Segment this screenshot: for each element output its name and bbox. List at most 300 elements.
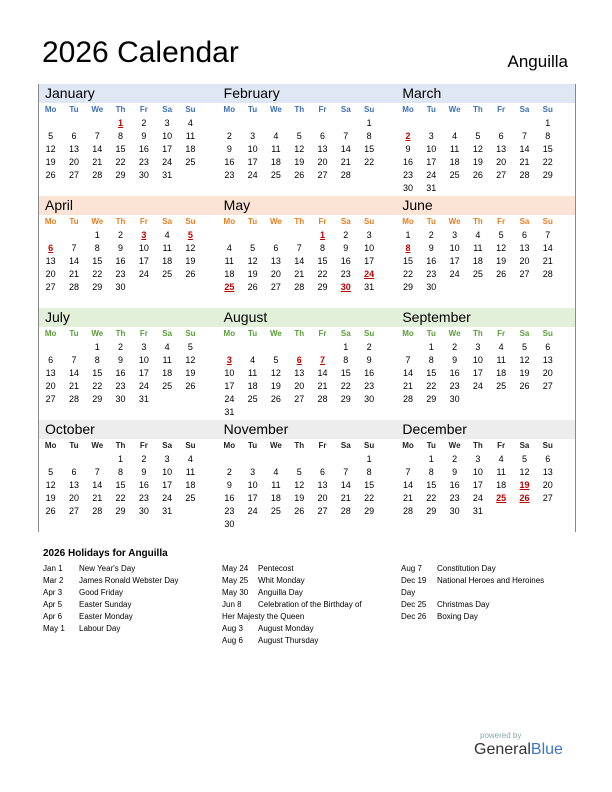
day-cell: 16	[340, 256, 351, 266]
calendar-grid	[38, 84, 576, 532]
weekday-label: Th	[115, 329, 126, 338]
day-cell: 27	[45, 394, 56, 404]
holiday-entry	[401, 563, 544, 575]
day-cell: 14	[402, 480, 413, 490]
day-cell	[218, 341, 241, 354]
week-row	[396, 367, 575, 380]
day-cell: 15	[92, 368, 103, 378]
day-cell: 5	[498, 230, 504, 240]
day-cell: 28	[317, 394, 328, 404]
day-cell	[466, 281, 489, 294]
day-cell: 20	[317, 493, 328, 503]
day-cell: 18	[247, 381, 258, 391]
day-cell: 17	[247, 493, 258, 503]
day-cell: 1	[428, 454, 434, 464]
day-cell: 2	[343, 230, 349, 240]
holiday-entry	[43, 611, 178, 623]
weekday-label: Th	[472, 441, 483, 450]
week-row	[39, 453, 218, 466]
day-cell: 30	[138, 506, 149, 516]
day-cell: 27	[270, 282, 281, 292]
day-cell: 8	[545, 131, 551, 141]
day-cell: 1	[366, 118, 372, 128]
day-cell: 30	[138, 170, 149, 180]
weekday-label: Th	[472, 329, 483, 338]
day-cell	[86, 117, 109, 130]
weekday-label: Su	[363, 217, 375, 226]
day-cell: 20	[542, 480, 553, 490]
day-cell: 18	[162, 256, 173, 266]
day-cell	[420, 117, 443, 130]
holiday-day: 6	[296, 355, 302, 365]
week-row	[39, 169, 218, 182]
weekday-label: Mo	[44, 217, 57, 226]
day-cell: 5	[475, 131, 481, 141]
day-cell	[62, 117, 85, 130]
day-cell: 26	[45, 506, 56, 516]
day-cell: 23	[402, 170, 413, 180]
day-cell: 12	[294, 144, 305, 154]
day-cell: 29	[317, 282, 328, 292]
day-cell: 17	[247, 157, 258, 167]
day-cell: 6	[545, 454, 551, 464]
day-cell: 29	[340, 394, 351, 404]
day-cell	[155, 393, 178, 406]
day-cell: 3	[250, 467, 256, 477]
day-cell	[396, 453, 419, 466]
day-cell: 8	[428, 467, 434, 477]
weekday-label: Tu	[69, 329, 79, 338]
day-cell	[241, 341, 264, 354]
day-cell: 6	[320, 131, 326, 141]
weekday-label: We	[91, 329, 104, 338]
day-cell: 9	[405, 144, 411, 154]
day-cell: 6	[320, 467, 326, 477]
day-cell: 15	[115, 480, 126, 490]
holiday-day: 5	[187, 230, 193, 240]
week-row	[39, 492, 218, 505]
week-row	[218, 169, 397, 182]
day-cell	[288, 229, 311, 242]
day-cell	[264, 453, 287, 466]
day-cell: 7	[545, 230, 551, 240]
day-cell: 7	[343, 131, 349, 141]
day-cell: 10	[138, 355, 149, 365]
week-row	[396, 354, 575, 367]
weekday-label: Mo	[44, 329, 57, 338]
day-cell	[218, 229, 241, 242]
day-cell: 21	[92, 493, 103, 503]
day-cell: 24	[449, 269, 460, 279]
day-cell	[513, 393, 536, 406]
day-cell: 24	[224, 394, 235, 404]
day-cell: 25	[247, 394, 258, 404]
holiday-day: 3	[226, 355, 232, 365]
weekday-label: Th	[294, 329, 305, 338]
day-cell: 28	[402, 506, 413, 516]
day-cell: 5	[187, 342, 193, 352]
weekday-label: Su	[363, 105, 375, 114]
day-cell: 9	[452, 355, 458, 365]
day-cell: 7	[343, 467, 349, 477]
holiday-date: Apr 6	[43, 612, 63, 621]
holiday-entry	[222, 599, 362, 611]
week-row	[218, 518, 397, 531]
weekday-header	[218, 327, 397, 341]
day-cell: 31	[472, 506, 483, 516]
day-cell: 31	[162, 170, 173, 180]
day-cell	[536, 505, 559, 518]
day-cell: 12	[45, 144, 56, 154]
week-row	[39, 255, 218, 268]
day-cell	[513, 281, 536, 294]
week-row	[396, 393, 575, 406]
day-cell: 29	[426, 506, 437, 516]
day-cell: 6	[71, 467, 77, 477]
day-cell: 4	[498, 342, 504, 352]
day-cell: 29	[115, 506, 126, 516]
day-cell	[334, 518, 357, 531]
day-cell	[132, 281, 155, 294]
day-cell: 18	[270, 157, 281, 167]
day-cell: 15	[115, 144, 126, 154]
holiday-day: 25	[224, 282, 235, 292]
weekday-label: Fr	[497, 329, 506, 338]
day-cell: 26	[270, 394, 281, 404]
day-cell: 11	[496, 355, 506, 365]
weekday-label: Sa	[340, 105, 351, 114]
weekday-label: Su	[185, 329, 196, 338]
day-cell: 31	[162, 506, 173, 516]
holiday-date: Dec 19	[401, 576, 427, 585]
month-row	[38, 196, 576, 308]
day-cell: 1	[94, 230, 100, 240]
day-cell: 16	[138, 480, 149, 490]
day-cell: 1	[366, 454, 372, 464]
day-cell: 4	[187, 118, 193, 128]
day-cell: 11	[162, 243, 172, 253]
day-cell: 12	[294, 480, 305, 490]
month-name: June	[396, 196, 575, 215]
day-cell: 25	[270, 506, 281, 516]
country-name: Anguilla	[507, 52, 568, 71]
day-cell: 13	[45, 368, 56, 378]
holiday-date: Aug 7	[401, 564, 422, 573]
day-cell: 10	[364, 243, 375, 253]
day-cell: 14	[92, 480, 103, 490]
day-cell: 27	[542, 381, 553, 391]
day-cell: 28	[340, 506, 351, 516]
day-cell: 30	[426, 282, 437, 292]
day-cell: 18	[472, 256, 483, 266]
weekday-header	[218, 215, 397, 229]
day-cell: 12	[247, 256, 258, 266]
weekday-label: Sa	[162, 329, 173, 338]
week-row	[39, 143, 218, 156]
day-cell: 14	[542, 243, 553, 253]
holiday-day: 6	[48, 243, 54, 253]
day-cell	[179, 281, 202, 294]
day-cell: 3	[475, 342, 481, 352]
day-cell: 9	[118, 355, 124, 365]
holiday-name: Boxing Day	[437, 612, 478, 621]
day-cell: 3	[475, 454, 481, 464]
day-cell	[536, 281, 559, 294]
day-cell: 11	[271, 144, 281, 154]
day-cell: 10	[449, 243, 460, 253]
day-cell: 14	[294, 256, 305, 266]
month-name: March	[396, 84, 575, 103]
week-row	[396, 242, 575, 255]
day-cell: 9	[141, 131, 147, 141]
weekday-label: Tu	[248, 329, 258, 338]
week-row	[218, 268, 397, 281]
day-cell: 30	[449, 394, 460, 404]
day-cell: 14	[92, 144, 103, 154]
week-row	[39, 242, 218, 255]
day-cell: 9	[428, 243, 434, 253]
weekday-header	[396, 215, 575, 229]
day-cell: 13	[317, 480, 328, 490]
day-cell: 24	[472, 381, 483, 391]
day-cell: 4	[273, 131, 279, 141]
day-cell: 1	[405, 230, 411, 240]
day-cell: 19	[472, 157, 483, 167]
holiday-name: Christmas Day	[437, 600, 490, 609]
day-cell	[179, 393, 202, 406]
month-block	[39, 420, 218, 532]
weekday-label: We	[448, 329, 461, 338]
day-cell: 30	[402, 183, 413, 193]
holiday-name: Labour Day	[79, 624, 121, 633]
day-cell: 17	[472, 368, 483, 378]
weekday-label: Fr	[318, 441, 327, 450]
weekday-label: Th	[115, 217, 126, 226]
day-cell	[241, 406, 264, 419]
weekday-header	[396, 439, 575, 453]
weekday-header	[39, 327, 218, 341]
weekday-label: Th	[472, 217, 483, 226]
day-cell: 3	[164, 118, 170, 128]
month-row	[38, 420, 576, 532]
week-row	[396, 479, 575, 492]
day-cell: 17	[162, 144, 173, 154]
week-row	[218, 479, 397, 492]
day-cell: 25	[162, 269, 173, 279]
holiday-name: James Ronald Webster Day	[79, 576, 179, 585]
week-row	[218, 143, 397, 156]
day-cell: 17	[138, 256, 149, 266]
holiday-day: 26	[519, 493, 530, 503]
holiday-day: 1	[320, 230, 326, 240]
day-cell: 1	[118, 454, 124, 464]
day-cell: 10	[472, 467, 483, 477]
day-cell: 18	[449, 157, 460, 167]
day-cell: 15	[402, 256, 413, 266]
day-cell: 10	[162, 467, 173, 477]
month-name: April	[39, 196, 218, 215]
day-cell: 6	[273, 243, 279, 253]
day-cell: 4	[273, 467, 279, 477]
month-block	[218, 420, 397, 532]
week-row	[39, 367, 218, 380]
day-cell: 14	[68, 368, 79, 378]
week-row	[396, 182, 575, 195]
weekday-label: Th	[115, 105, 126, 114]
weekday-label: Tu	[426, 105, 436, 114]
holiday-day: 30	[340, 282, 351, 292]
day-cell: 23	[224, 170, 235, 180]
powered-by: powered by	[480, 731, 522, 740]
day-cell	[62, 341, 85, 354]
day-cell: 16	[449, 368, 460, 378]
day-cell: 17	[224, 381, 235, 391]
holiday-date: May 25	[222, 576, 249, 585]
day-cell: 14	[340, 480, 351, 490]
day-cell: 2	[226, 131, 232, 141]
day-cell: 15	[542, 144, 553, 154]
month-name: October	[39, 420, 218, 439]
day-cell: 30	[115, 394, 126, 404]
holiday-day: 7	[320, 355, 326, 365]
week-row	[218, 156, 397, 169]
day-cell: 2	[452, 342, 458, 352]
weekday-label: Su	[185, 217, 196, 226]
day-cell: 19	[247, 269, 258, 279]
day-cell: 26	[247, 282, 258, 292]
day-cell: 31	[224, 407, 235, 417]
day-cell: 12	[496, 243, 507, 253]
day-cell: 9	[118, 243, 124, 253]
day-cell: 22	[426, 381, 437, 391]
week-row	[39, 130, 218, 143]
day-cell: 20	[542, 368, 553, 378]
day-cell: 23	[115, 381, 126, 391]
day-cell: 30	[449, 506, 460, 516]
day-cell: 19	[45, 493, 56, 503]
day-cell: 24	[426, 170, 437, 180]
day-cell: 3	[141, 342, 147, 352]
holiday-entry	[222, 611, 362, 623]
week-row	[396, 130, 575, 143]
month-name: February	[218, 84, 397, 103]
holiday-day: 3	[141, 230, 147, 240]
day-cell	[311, 117, 334, 130]
day-cell: 21	[294, 269, 305, 279]
holiday-column	[43, 563, 178, 635]
holiday-entry	[401, 611, 544, 623]
day-cell: 16	[426, 256, 437, 266]
day-cell: 28	[68, 394, 79, 404]
day-cell	[62, 453, 85, 466]
day-cell: 24	[138, 381, 149, 391]
holiday-name: Pentecost	[258, 564, 294, 573]
day-cell: 23	[449, 381, 460, 391]
day-cell	[264, 117, 287, 130]
day-cell: 4	[226, 243, 232, 253]
week-row	[396, 268, 575, 281]
day-cell	[155, 281, 178, 294]
day-cell: 9	[452, 467, 458, 477]
day-cell: 22	[426, 493, 437, 503]
day-cell	[264, 229, 287, 242]
day-cell	[288, 341, 311, 354]
week-row	[39, 505, 218, 518]
day-cell: 29	[426, 394, 437, 404]
day-cell: 26	[185, 269, 196, 279]
page-title: 2026 Calendar	[42, 36, 239, 69]
weekday-label: Tu	[248, 217, 258, 226]
week-row	[218, 242, 397, 255]
weekday-label: Mo	[402, 441, 414, 450]
day-cell: 19	[45, 157, 56, 167]
brand-part-general: General	[474, 741, 531, 758]
holiday-entry	[222, 563, 362, 575]
day-cell: 10	[247, 144, 258, 154]
day-cell: 2	[366, 342, 372, 352]
day-cell	[241, 518, 264, 531]
month-block	[39, 196, 218, 308]
day-cell: 6	[48, 355, 54, 365]
day-cell: 25	[472, 269, 483, 279]
day-cell: 11	[224, 256, 234, 266]
day-cell: 21	[317, 381, 328, 391]
month-name: September	[396, 308, 575, 327]
week-row	[39, 479, 218, 492]
week-row	[218, 406, 397, 419]
day-cell	[466, 182, 489, 195]
day-cell	[443, 182, 466, 195]
holiday-entry	[43, 623, 178, 635]
day-cell	[288, 518, 311, 531]
weekday-label: Mo	[223, 441, 236, 450]
holiday-column	[222, 563, 362, 647]
holiday-name: Day	[401, 588, 416, 597]
weekday-label: Fr	[318, 217, 327, 226]
day-cell: 25	[162, 381, 173, 391]
day-cell	[39, 229, 62, 242]
day-cell: 11	[271, 480, 281, 490]
day-cell	[536, 393, 559, 406]
day-cell: 30	[364, 394, 375, 404]
day-cell: 7	[94, 131, 100, 141]
day-cell: 24	[162, 493, 173, 503]
weekday-label: Mo	[402, 329, 414, 338]
weekday-label: Fr	[318, 329, 327, 338]
weekday-label: Fr	[497, 105, 506, 114]
day-cell: 7	[405, 467, 411, 477]
day-cell	[311, 518, 334, 531]
holiday-date: Aug 6	[222, 636, 243, 645]
week-row	[39, 393, 218, 406]
day-cell: 4	[475, 230, 481, 240]
day-cell: 19	[519, 368, 530, 378]
day-cell: 9	[366, 355, 372, 365]
day-cell: 20	[317, 157, 328, 167]
day-cell: 5	[250, 243, 256, 253]
day-cell: 15	[340, 368, 351, 378]
holiday-name: Easter Monday	[79, 612, 133, 621]
holiday-name: August Thursday	[258, 636, 319, 645]
week-row	[39, 466, 218, 479]
day-cell: 18	[185, 144, 196, 154]
day-cell: 4	[164, 342, 170, 352]
day-cell	[39, 341, 62, 354]
day-cell: 25	[185, 493, 196, 503]
holiday-date: May 1	[43, 624, 65, 633]
day-cell	[218, 117, 241, 130]
month-block	[39, 84, 218, 196]
